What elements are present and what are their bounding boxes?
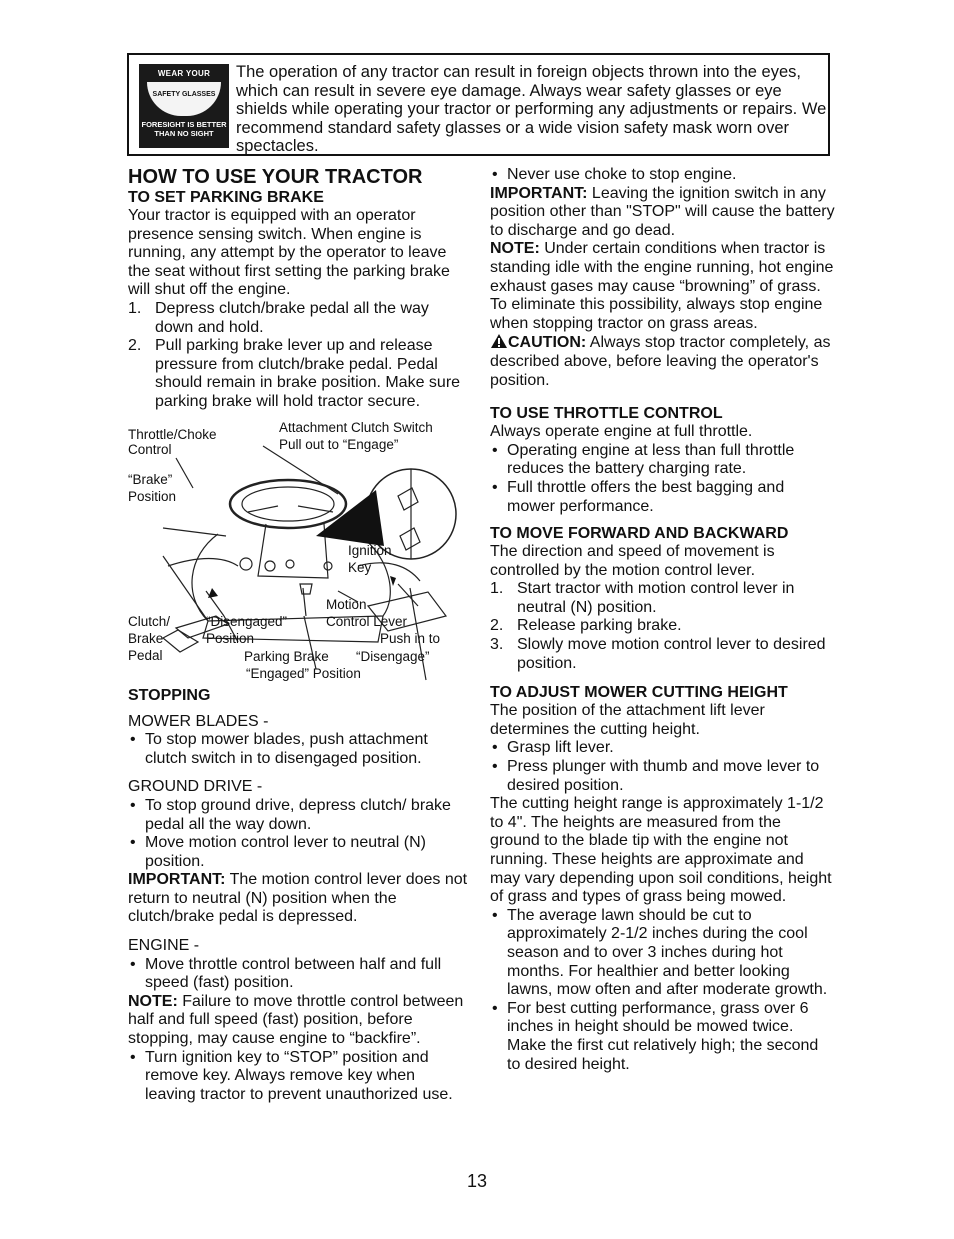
step-text: Release parking brake. [517,617,682,635]
label-attachment-clutch: Attachment Clutch Switch [279,419,433,435]
label-engaged-position: “Engaged” Position [246,665,361,681]
label-push-in: Push in to [380,630,441,646]
note-label: NOTE: [128,992,178,1010]
page-number: 13 [466,1171,488,1191]
note-text: Failure to move throttle control between half and full speed (fast) position, before stopping, may cause engine to “backfire”. [128,992,464,1048]
step-number: 2. [128,337,142,355]
note-backfire [128,993,468,1049]
safety-glasses-icon [139,64,229,148]
important-note [128,871,468,927]
list-item: • Full throttle offers the best bagging and mower performance. [490,479,835,516]
height-list [490,739,835,795]
caution-text: Always stop tractor completely, as described above, before leaving the operator's position. [490,334,831,389]
list-item: • Move motion control lever to neutral (N) position. [128,834,468,871]
list-item: • Turn ignition key to “STOP” position and remove key. Always remove key when leaving tractor to prevent unauthorized use. [128,1049,468,1105]
important-text: The motion control lever does not return to neutral (N) position when the clutch/brake pedal is depressed. [128,871,468,926]
parking-brake-intro: Your tractor is equipped with an operator presence sensing switch. When engine is running, any attempt by the operator to leave the seat without first setting the parking brake will shut off the engine. [128,207,450,299]
choke-list [490,166,835,185]
engine-label: ENGINE - [128,937,200,955]
step-number: 1. [490,580,504,598]
step-text: Depress clutch/brake pedal all the way down and hold. [155,299,429,336]
list-item [128,337,468,411]
list-item: • To stop ground drive, depress clutch/ brake pedal all the way down. [128,797,468,834]
right-column [490,166,835,1074]
goggles-shape [147,82,221,116]
throttle-heading: TO USE THROTTLE CONTROL [490,405,723,423]
important-ignition [490,185,835,241]
engine-list [128,956,468,993]
step-text: Slowly move motion control lever to desired position. [517,636,826,672]
label-brake-quoted: “Brake” [128,471,173,487]
label-disengaged: “Disengaged” [206,613,288,629]
icon-bottom-line-2: THAN NO SIGHT [154,129,214,138]
list-item: • Grasp lift lever. [490,739,835,758]
label-pull-out-engage: Pull out to “Engage” [279,436,399,452]
parking-brake-heading: TO SET PARKING BRAKE [128,189,324,206]
list-item: • Operating engine at less than full throttle reduces the battery charging rate. [490,442,835,479]
icon-bottom-line-1: FORESIGHT IS BETTER [141,120,227,129]
safety-warning-text: The operation of any tractor can result in foreign objects thrown into the eyes, which can result in severe eye damage. Always wear safety glasses or eye shields while operating your tractor or performing any adjustments or repairs. We recommend standard safety glasses or a wide vision safety mask worn over spectacles. [236,63,827,155]
caution-triangle-icon [490,333,508,349]
list-item: • Press plunger with thumb and move lever to desired position. [490,758,835,795]
label-parking-brake: Parking Brake [244,648,329,664]
important-label: IMPORTANT: [490,184,588,202]
label-brake-position: Position [128,488,177,504]
label-disengage: “Disengage” [356,648,430,664]
move-steps [490,580,835,673]
height-range-text: The cutting height range is approximately 1-1/2 to 4". The heights are measured from the ground to the blade tip with the engine not running. These heights are approximate and may vary depending upon soil conditions, height of grass and types of grass being mowed. [490,795,832,906]
step-text: Pull parking brake lever up and release pressure from clutch/brake pedal. Pedal should remain in brake position. Make sure parking brake will hold tractor secure. [155,337,461,410]
label-pedal: Pedal [128,647,163,663]
list-item: • The average lawn should be cut to approximately 2-1/2 inches during the cool season and to over 3 inches during hot months. For healthier and better looking lawns, mow often and after moderate growth. [490,907,835,1000]
list-item [490,636,835,673]
list-item [490,617,835,636]
label-ignition: Ignition [348,542,392,558]
label-clutch: Clutch/ [128,613,171,629]
step-number: 2. [490,617,504,635]
throttle-intro: Always operate engine at full throttle. [490,423,753,441]
ignition-key-list [128,1049,468,1105]
throttle-list [490,442,835,516]
icon-bottom-label [139,120,229,138]
note-browning [490,240,835,333]
caution-label: CAUTION: [508,334,587,352]
move-intro: The direction and speed of movement is controlled by the motion control lever. [490,543,775,579]
move-heading: TO MOVE FORWARD AND BACKWARD [490,525,789,543]
section-title: HOW TO USE YOUR TRACTOR [128,166,423,188]
lawn-list [490,907,835,1074]
tractor-controls-diagram [128,416,473,686]
important-label: IMPORTANT: [128,871,226,889]
step-text: Start tractor with motion control lever in neutral (N) position. [517,580,795,616]
list-item [490,580,835,617]
height-heading: TO ADJUST MOWER CUTTING HEIGHT [490,684,788,702]
list-item: • Move throttle control between half and full speed (fast) position. [128,956,468,993]
list-item: • For best cutting performance, grass over 6 inches in height should be mowed twice. Make the first cut relatively high; the second to desired height. [490,1000,835,1074]
parking-brake-steps [128,300,468,412]
safety-warning-box [127,53,830,156]
mower-blades-list [128,731,468,768]
label-brake: Brake [128,630,164,646]
caution-note [490,333,835,390]
ground-drive-label: GROUND DRIVE - [128,778,263,796]
list-item [128,300,468,337]
icon-mid-label: SAFETY GLASSES [152,91,216,98]
label-throttle-choke: Throttle/Choke [128,426,217,442]
note-label: NOTE: [490,240,540,258]
left-column [128,166,468,1104]
mower-blades-label: MOWER BLADES - [128,712,269,730]
icon-top-label: WEAR YOUR [157,69,211,78]
label-motion: Motion [326,596,367,612]
important-text: Leaving the ignition switch in any position other than "STOP" will cause the battery to discharge and go dead. [490,184,835,239]
step-number: 1. [128,299,142,317]
label-disengaged-position: Position [206,630,255,646]
label-control-lever: Control Lever [326,613,408,629]
list-item: • To stop mower blades, push attachment clutch switch in to disengaged position. [128,731,468,768]
ground-drive-list [128,797,468,871]
height-intro: The position of the attachment lift lever determines the cutting height. [490,702,765,738]
note-text: Under certain conditions when tractor is standing idle with the engine running, hot engine exhaust gases may cause “browning” of grass. To eliminate this possibility, always stop engine when stopping tractor on grass areas. [490,240,834,332]
step-number: 3. [490,636,504,654]
label-throttle-control: Control [128,441,172,457]
label-key: Key [348,559,372,575]
list-item: • Never use choke to stop engine. [490,166,835,185]
stopping-heading: STOPPING [128,686,211,704]
